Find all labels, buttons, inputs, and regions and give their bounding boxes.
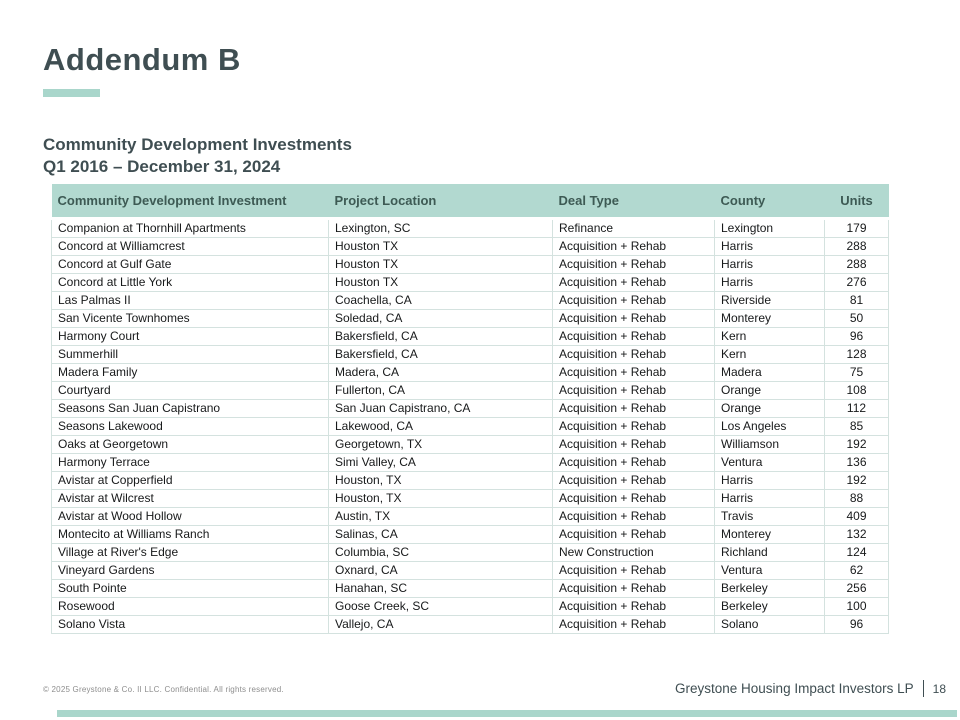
cell-county: Richland <box>715 544 825 562</box>
cell-deal-type: Acquisition + Rehab <box>553 598 715 616</box>
cell-location: Austin, TX <box>329 508 553 526</box>
cell-investment: Seasons San Juan Capistrano <box>52 400 329 418</box>
cell-county: Travis <box>715 508 825 526</box>
cell-units: 192 <box>825 472 889 490</box>
cell-location: San Juan Capistrano, CA <box>329 400 553 418</box>
cell-deal-type: Acquisition + Rehab <box>553 490 715 508</box>
cell-deal-type: Acquisition + Rehab <box>553 418 715 436</box>
cell-deal-type: Acquisition + Rehab <box>553 292 715 310</box>
cell-county: Ventura <box>715 454 825 472</box>
table-row <box>52 598 889 616</box>
cell-units: 96 <box>825 616 889 634</box>
cell-county: Los Angeles <box>715 418 825 436</box>
footer-divider <box>923 680 924 697</box>
cell-deal-type: Acquisition + Rehab <box>553 328 715 346</box>
cell-deal-type: Acquisition + Rehab <box>553 616 715 634</box>
cell-county: Harris <box>715 472 825 490</box>
cell-investment: Seasons Lakewood <box>52 418 329 436</box>
table-row <box>52 310 889 328</box>
table-row <box>52 256 889 274</box>
table-row <box>52 436 889 454</box>
cell-county: Riverside <box>715 292 825 310</box>
cell-units: 88 <box>825 490 889 508</box>
cell-county: Monterey <box>715 526 825 544</box>
table-row <box>52 346 889 364</box>
cell-units: 108 <box>825 382 889 400</box>
cell-location: Georgetown, TX <box>329 436 553 454</box>
cell-units: 75 <box>825 364 889 382</box>
page-number: 18 <box>932 681 946 696</box>
table-row <box>52 544 889 562</box>
cell-units: 288 <box>825 238 889 256</box>
cell-county: Madera <box>715 364 825 382</box>
cell-deal-type: Acquisition + Rehab <box>553 454 715 472</box>
bottom-accent-bar <box>57 710 957 717</box>
page-title: Addendum B <box>43 42 241 77</box>
table-row <box>52 562 889 580</box>
cell-units: 100 <box>825 598 889 616</box>
table-header-row <box>52 184 889 219</box>
cell-deal-type: Acquisition + Rehab <box>553 508 715 526</box>
company-name: Greystone Housing Impact Investors LP <box>675 681 914 696</box>
cell-location: Houston, TX <box>329 472 553 490</box>
cell-location: Hanahan, SC <box>329 580 553 598</box>
cell-units: 288 <box>825 256 889 274</box>
table-row <box>52 616 889 634</box>
cell-units: 409 <box>825 508 889 526</box>
column-header-deal-type: Deal Type <box>553 184 715 219</box>
cell-location: Lakewood, CA <box>329 418 553 436</box>
cell-location: Salinas, CA <box>329 526 553 544</box>
cell-investment: San Vicente Townhomes <box>52 310 329 328</box>
cell-investment: Avistar at Copperfield <box>52 472 329 490</box>
cell-units: 81 <box>825 292 889 310</box>
table-row <box>52 238 889 256</box>
table-caption-line1: Community Development Investments <box>43 135 352 154</box>
cell-deal-type: Acquisition + Rehab <box>553 256 715 274</box>
cell-location: Houston, TX <box>329 490 553 508</box>
cell-location: Houston TX <box>329 238 553 256</box>
column-header-units: Units <box>825 184 889 219</box>
cell-units: 192 <box>825 436 889 454</box>
cell-investment: Companion at Thornhill Apartments <box>52 219 329 238</box>
table-row <box>52 328 889 346</box>
cell-location: Fullerton, CA <box>329 382 553 400</box>
table-body <box>52 219 889 634</box>
cell-deal-type: Acquisition + Rehab <box>553 364 715 382</box>
cell-county: Williamson <box>715 436 825 454</box>
cell-deal-type: Acquisition + Rehab <box>553 400 715 418</box>
cell-units: 256 <box>825 580 889 598</box>
table-row <box>52 364 889 382</box>
cell-deal-type: Acquisition + Rehab <box>553 580 715 598</box>
title-accent-bar <box>43 89 100 97</box>
cell-investment: Harmony Court <box>52 328 329 346</box>
cell-location: Vallejo, CA <box>329 616 553 634</box>
cell-investment: Concord at Williamcrest <box>52 238 329 256</box>
cell-investment: Summerhill <box>52 346 329 364</box>
cell-deal-type: Acquisition + Rehab <box>553 562 715 580</box>
cell-county: Kern <box>715 346 825 364</box>
cell-deal-type: Acquisition + Rehab <box>553 436 715 454</box>
cell-county: Monterey <box>715 310 825 328</box>
cell-units: 132 <box>825 526 889 544</box>
cell-county: Solano <box>715 616 825 634</box>
cell-location: Oxnard, CA <box>329 562 553 580</box>
cell-county: Kern <box>715 328 825 346</box>
table-row <box>52 580 889 598</box>
cell-location: Houston TX <box>329 256 553 274</box>
cell-units: 124 <box>825 544 889 562</box>
cell-county: Lexington <box>715 219 825 238</box>
cell-units: 179 <box>825 219 889 238</box>
table-row <box>52 490 889 508</box>
cell-location: Houston TX <box>329 274 553 292</box>
table-row <box>52 508 889 526</box>
cell-units: 128 <box>825 346 889 364</box>
cell-deal-type: New Construction <box>553 544 715 562</box>
cell-location: Bakersfield, CA <box>329 346 553 364</box>
cell-investment: Concord at Little York <box>52 274 329 292</box>
cell-deal-type: Acquisition + Rehab <box>553 346 715 364</box>
table-row <box>52 400 889 418</box>
cell-units: 276 <box>825 274 889 292</box>
table-row <box>52 292 889 310</box>
cell-investment: Las Palmas II <box>52 292 329 310</box>
cell-investment: Montecito at Williams Ranch <box>52 526 329 544</box>
cell-units: 96 <box>825 328 889 346</box>
cell-investment: Concord at Gulf Gate <box>52 256 329 274</box>
table-row <box>52 274 889 292</box>
cell-deal-type: Acquisition + Rehab <box>553 526 715 544</box>
cell-location: Goose Creek, SC <box>329 598 553 616</box>
cell-deal-type: Acquisition + Rehab <box>553 274 715 292</box>
column-header-location: Project Location <box>329 184 553 219</box>
cell-county: Orange <box>715 382 825 400</box>
copyright-text: © 2025 Greystone & Co. II LLC. Confidential. All rights reserved. <box>43 685 284 694</box>
cell-investment: Harmony Terrace <box>52 454 329 472</box>
cell-deal-type: Acquisition + Rehab <box>553 238 715 256</box>
cell-location: Bakersfield, CA <box>329 328 553 346</box>
cell-location: Columbia, SC <box>329 544 553 562</box>
cell-deal-type: Refinance <box>553 219 715 238</box>
cell-investment: Madera Family <box>52 364 329 382</box>
cell-units: 136 <box>825 454 889 472</box>
cell-location: Madera, CA <box>329 364 553 382</box>
table-row <box>52 382 889 400</box>
table-caption <box>43 134 352 178</box>
cell-county: Orange <box>715 400 825 418</box>
cell-investment: Solano Vista <box>52 616 329 634</box>
cell-investment: Courtyard <box>52 382 329 400</box>
cell-investment: Village at River's Edge <box>52 544 329 562</box>
cell-county: Harris <box>715 256 825 274</box>
cell-county: Harris <box>715 274 825 292</box>
table-row <box>52 526 889 544</box>
cell-units: 112 <box>825 400 889 418</box>
cell-deal-type: Acquisition + Rehab <box>553 382 715 400</box>
cell-deal-type: Acquisition + Rehab <box>553 472 715 490</box>
cell-county: Berkeley <box>715 580 825 598</box>
cell-investment: Rosewood <box>52 598 329 616</box>
cell-units: 50 <box>825 310 889 328</box>
cell-units: 62 <box>825 562 889 580</box>
column-header-investment: Community Development Investment <box>52 184 329 219</box>
cell-location: Soledad, CA <box>329 310 553 328</box>
investments-table <box>51 184 888 634</box>
cell-location: Coachella, CA <box>329 292 553 310</box>
footer-right <box>675 680 946 697</box>
cell-investment: Vineyard Gardens <box>52 562 329 580</box>
cell-units: 85 <box>825 418 889 436</box>
table-row <box>52 472 889 490</box>
cell-investment: Avistar at Wilcrest <box>52 490 329 508</box>
cell-county: Harris <box>715 238 825 256</box>
cell-location: Simi Valley, CA <box>329 454 553 472</box>
cell-investment: Oaks at Georgetown <box>52 436 329 454</box>
cell-location: Lexington, SC <box>329 219 553 238</box>
table-row <box>52 454 889 472</box>
table-caption-line2: Q1 2016 – December 31, 2024 <box>43 157 281 176</box>
table-row <box>52 418 889 436</box>
cell-deal-type: Acquisition + Rehab <box>553 310 715 328</box>
table-row <box>52 219 889 238</box>
cell-county: Ventura <box>715 562 825 580</box>
column-header-county: County <box>715 184 825 219</box>
cell-county: Harris <box>715 490 825 508</box>
cell-investment: Avistar at Wood Hollow <box>52 508 329 526</box>
cell-county: Berkeley <box>715 598 825 616</box>
cell-investment: South Pointe <box>52 580 329 598</box>
